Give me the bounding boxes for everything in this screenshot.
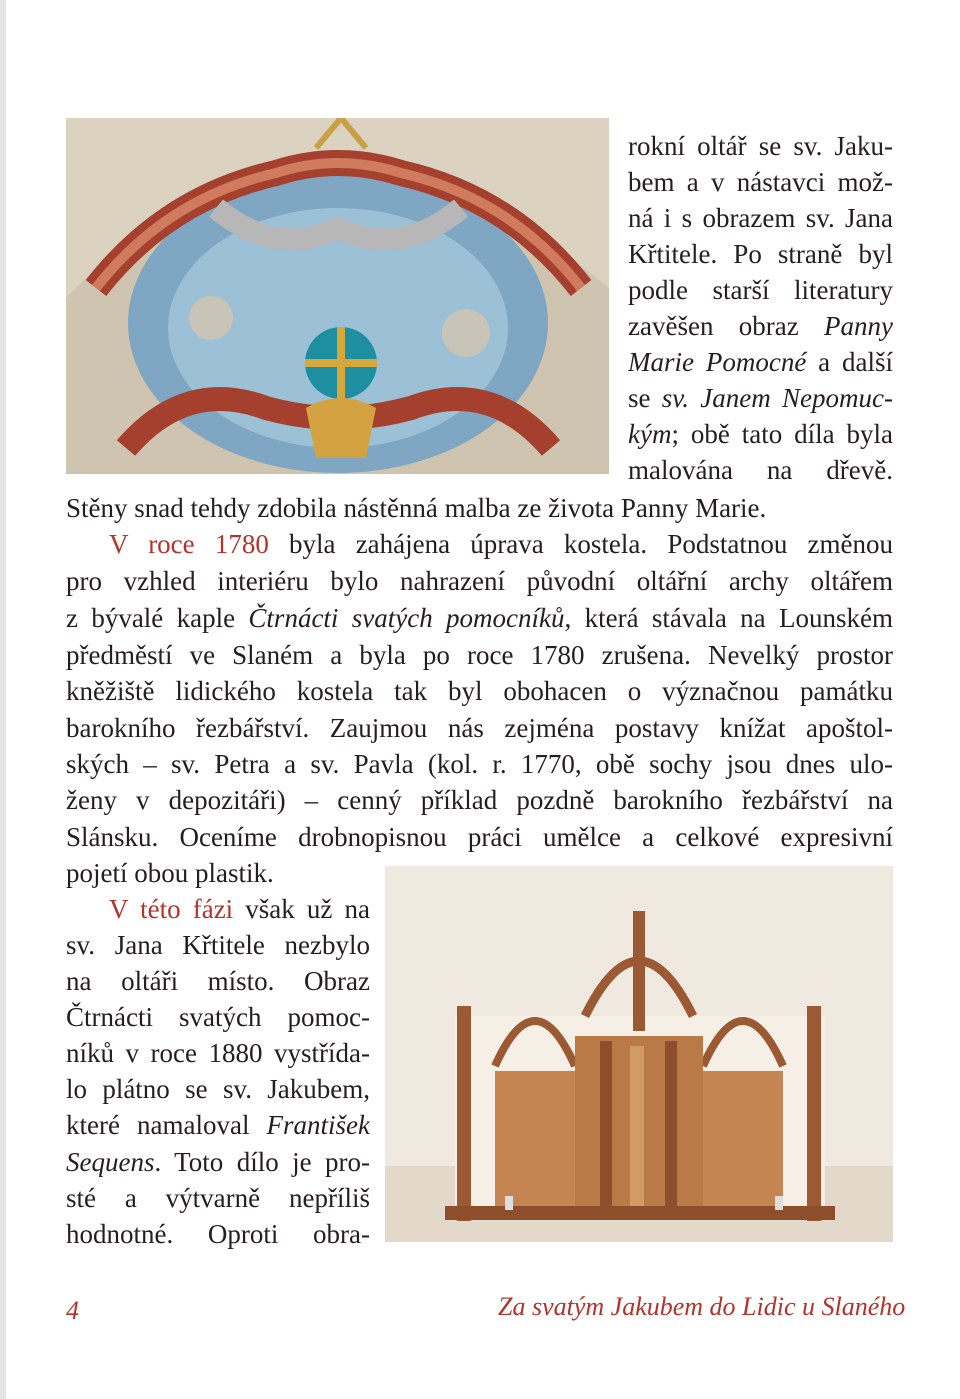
- text-line: ských – sv. Petra a sv. Pavla (kol. r. 1770, obě sochy jsou dnes ulo-: [66, 749, 893, 779]
- altar-crown-photo: [66, 118, 609, 474]
- text-line: z bývalé kaple Čtrnácti svatých pomocníků, která stávala na Lounském: [66, 603, 893, 633]
- text-line: Čtrnácti svatých pomoc-: [66, 1002, 370, 1032]
- text-line: zavěšen obraz Panny: [628, 311, 893, 341]
- section-heading: V této fázi: [109, 894, 234, 924]
- wooden-altar-photo: [385, 866, 893, 1242]
- text-line: ženy v depozitáři) – cenný příklad pozdně barokního řezbářství na: [66, 785, 893, 815]
- text-line: Slánsku. Oceníme drobnopisnou práci umělce a celkové expresivní: [66, 822, 893, 852]
- text-line: pro vzhled interiéru bylo nahrazení původní oltářní archy oltářem: [66, 566, 893, 596]
- text-line: V této fázi však už na: [109, 894, 370, 924]
- text-line: ná i s obrazem sv. Jana: [628, 203, 893, 233]
- text-line: se sv. Janem Nepomuc-: [628, 383, 893, 413]
- text-line: Marie Pomocné a další: [628, 347, 893, 377]
- page-edge: [0, 0, 6, 1399]
- text-line: pojetí obou plastik.: [66, 858, 274, 888]
- text-line: podle starší literatury: [628, 275, 893, 305]
- text-line: předměstí ve Slaném a byla po roce 1780 zrušena. Nevelký prostor: [66, 640, 893, 670]
- text-line: sté a výtvarně nepříliš: [66, 1183, 370, 1213]
- text-line: kým; obě tato díla byla: [628, 419, 893, 449]
- text-line: V roce 1780 byla zahájena úprava kostela. Podstatnou změnou: [109, 529, 893, 559]
- text-line: Sequens. Toto dílo je pro-: [66, 1147, 370, 1177]
- section-heading: V roce 1780: [109, 529, 269, 559]
- text-line: Stěny snad tehdy zdobila nástěnná malba ze života Panny Marie.: [66, 493, 767, 523]
- text-line: hodnotné. Oproti obra-: [66, 1219, 370, 1249]
- text-line: malována na dřevě.: [628, 455, 893, 485]
- text-line: Křtitele. Po straně byl: [628, 239, 893, 269]
- text-line: lo plátno se sv. Jakubem,: [66, 1074, 370, 1104]
- text-line: níků v roce 1880 vystřída-: [66, 1038, 370, 1068]
- text-line: kněžiště lidického kostela tak byl obohacen o význačnou památku: [66, 676, 893, 706]
- text-line: které namaloval František: [66, 1110, 370, 1140]
- text-line: barokního řezbářství. Zaujmou nás zejména postavy knížat apoštol-: [66, 713, 893, 743]
- text-line: na oltáři místo. Obraz: [66, 966, 370, 996]
- text-line: rokní oltář se sv. Jaku-: [628, 131, 893, 161]
- text-line: sv. Jana Křtitele nezbylo: [66, 930, 370, 960]
- page-number: 4: [66, 1296, 79, 1325]
- text-line: bem a v nástavci mož-: [628, 167, 893, 197]
- running-footer-title: Za svatým Jakubem do Lidic u Slaného: [498, 1292, 906, 1321]
